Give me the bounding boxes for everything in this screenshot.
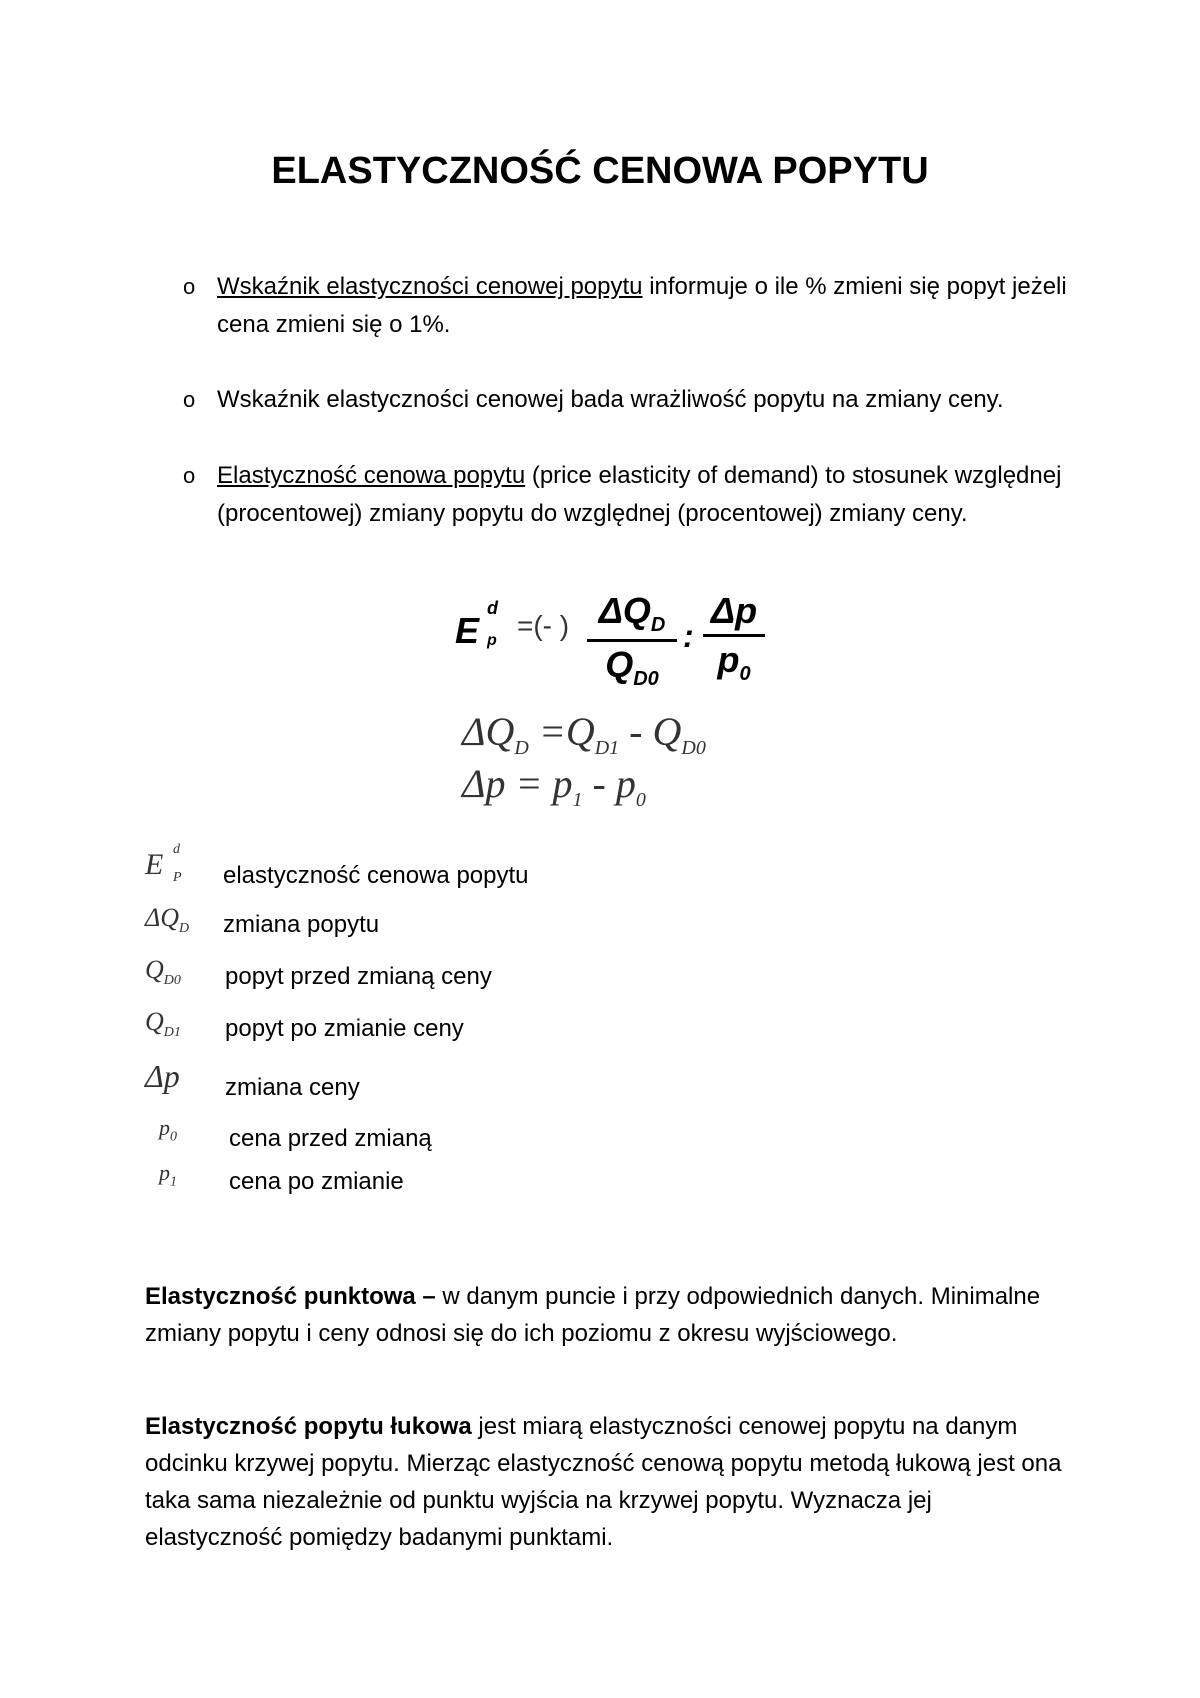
bullet-text <box>217 381 1067 419</box>
bullet-text <box>217 268 1067 344</box>
delta-q-formula: $\Delta Q_D =Q_{D1} - Q_{D0}$ <box>462 709 706 759</box>
formula-E: E <box>455 610 480 651</box>
paragraph-term: Elastyczność punktowa – <box>145 1283 436 1310</box>
bullet-rest: informuje o ile % zmieni się popyt jeżeli cena zmieni się o 1%. <box>217 273 1067 338</box>
legend-item <box>145 1160 845 1204</box>
elasticity-formula <box>455 590 785 691</box>
paragraph-text: jest miarą elastyczności cenowej popytu na danym odcinku krzywej popytu. Mierząc elastyczność cenową popytu metodą łukową jest ona taka sama niezależnie od punktu wyjścia na krzywej popytu. Wyznacza jej elastyczność pomiędzy badanymi punktami. <box>145 1413 1062 1551</box>
legend-symbol: Δp <box>145 1058 180 1094</box>
legend-item <box>145 1058 845 1102</box>
legend-label: popyt przed zmianą ceny <box>225 963 492 990</box>
bullet-marker: o <box>183 387 196 412</box>
paragraph-term: Elastyczność popytu łukowa <box>145 1413 472 1440</box>
formula-E-sub: p <box>487 632 497 649</box>
legend-symbol: E d P <box>145 842 182 885</box>
legend-item <box>145 1115 845 1159</box>
bullet-underlined-term: Wskaźnik elastyczności cenowej popytu <box>217 273 643 300</box>
frac-numerator: Δp <box>703 590 765 637</box>
legend-item <box>145 1007 845 1051</box>
page-title: ELASTYCZNOŚĆ CENOWA POPYTU <box>271 150 929 192</box>
legend-item <box>145 955 845 999</box>
formula-eq: =(- ) <box>517 610 570 641</box>
fraction-price <box>703 590 765 686</box>
legend-symbol: $Q_{D1}$ <box>145 1007 181 1041</box>
frac-denominator: $p_0$ <box>717 639 751 686</box>
legend-label: popyt po zmianie ceny <box>225 1015 464 1042</box>
legend-label: cena po zmianie <box>229 1168 404 1195</box>
paragraph-arc-elasticity <box>145 1408 1065 1556</box>
bullet-marker: o <box>183 274 196 299</box>
paragraph-text: w danym puncie i przy odpowiednich danych. Minimalne zmiany popytu i ceny odnosi się do ich poziomu z okresu wyjściowego. <box>145 1283 1041 1347</box>
fraction-quantity <box>587 590 677 691</box>
legend-symbol: $p_1$ <box>159 1160 177 1190</box>
frac-numerator: $\Delta Q_D$ <box>587 590 677 642</box>
legend-symbol: $\Delta Q_D$ <box>145 903 190 937</box>
paragraph-point-elasticity <box>145 1278 1065 1352</box>
bullet-rest: (price elasticity of demand) to stosunek względnej (procentowej) zmiany popytu do względnej (procentowej) zmiany ceny. <box>217 462 1062 527</box>
bullet-text <box>217 457 1067 533</box>
legend-symbol: $Q_{D0}$ <box>145 955 181 989</box>
bullet-marker: o <box>183 463 196 488</box>
legend-item <box>145 842 845 892</box>
formula-E-sup: d <box>487 598 498 618</box>
frac-denominator: $Q_{D0}$ <box>605 644 659 691</box>
bullet-rest: Wskaźnik elastyczności cenowej bada wrażliwość popytu na zmiany ceny. <box>217 386 1004 413</box>
legend-symbol: $p_0$ <box>159 1115 177 1145</box>
legend-label: zmiana popytu <box>223 911 380 938</box>
legend-item <box>145 903 845 947</box>
formula-colon: : <box>683 618 694 654</box>
legend-label: zmiana ceny <box>225 1074 360 1101</box>
delta-p-formula: $\Delta p = p_1 - p_0$ <box>462 761 646 811</box>
bullet-underlined-term: Elastyczność cenowa popytu <box>217 462 526 489</box>
legend-label: cena przed zmianą <box>229 1125 432 1152</box>
legend-label: elastyczność cenowa popytu <box>223 862 529 889</box>
